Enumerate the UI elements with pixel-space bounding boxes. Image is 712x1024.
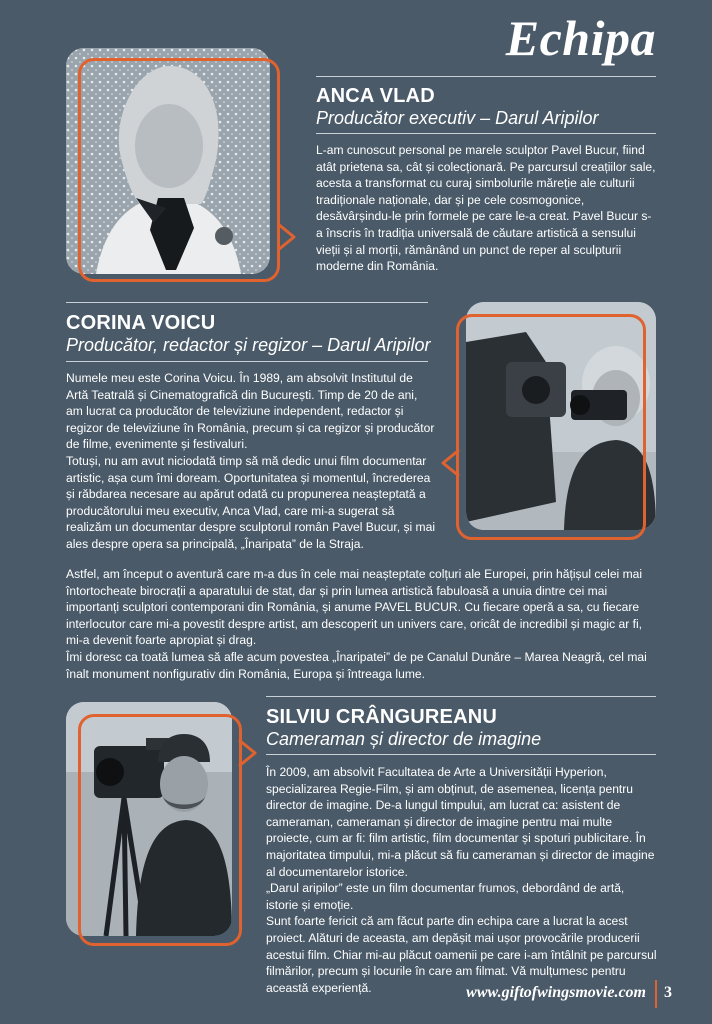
section-divider: [316, 133, 656, 134]
page-title: Echipa: [505, 10, 656, 66]
corina-voicu-photo-frame: [456, 314, 646, 540]
footer-divider: [655, 980, 657, 1008]
bio-paragraph: Totuși, nu am avut niciodată timp să mă dedic unui film documentar artistic, așa cum îmi doream. Oportunitatea și momentul, încrederea și răbdarea necesare au apărut odată cu propunerea neașteptată a producătorului meu executiv, Anca Vlad, care mi-a sugerat să realizăm un documentar despre sculptorul român Pavel Bucur, și mai ales despre opera sa principală, „Înaripata” de la Straja.: [66, 453, 436, 551]
member-role: Cameraman și director de imagine: [266, 729, 542, 749]
member-name: ANCA VLAD: [316, 85, 435, 107]
bio-paragraph: În 2009, am absolvit Facultatea de Arte a Universității Hyperion, specializarea Regie-Film, și am obținut, de asemenea, licența pentru director de imagine. De-a lungul timpului, am lucrat ca: asistent de cameraman, cameraman și director de imagine pentru mai multe proiecte, cum ar fi: film artistic, film documentar și spoturi publicitare. În majoritatea timpului, mi-a plăcut să fiu cameraman și director de imagine al documentarelor istorice.: [266, 765, 655, 879]
member-name: SILVIU CRÂNGUREANU: [266, 706, 498, 728]
member-bio: [66, 370, 436, 553]
speech-pointer-icon: [440, 448, 460, 478]
speech-pointer-icon: [238, 738, 258, 768]
section-divider: [66, 302, 428, 303]
member-bio: [316, 142, 656, 275]
member-role: Producător executiv – Darul Aripilor: [316, 108, 599, 128]
speech-pointer-icon: [277, 222, 297, 252]
member-name: CORINA VOICU: [66, 312, 216, 334]
bio-paragraph: Sunt foarte fericit că am făcut parte din echipa care a lucrat la acest proiect. Alături de aceasta, am depășit mai ușor provocările producerii acestui film. Chiar mi-au plăcut oamenii pe care i-am întâlnit pe parcursul filmărilor, precum și locurile în care am filmat. Vă mulțumesc pentru această experiență.: [266, 914, 657, 995]
bio-paragraph: Numele meu este Corina Voicu. În 1989, am absolvit Institutul de Artă Teatrală și Cinematografică din București. Timp de 20 de ani, am lucrat ca producător de televiziune independent, redactor și regizor de televiziune în România, precum și ca regizor și producător de filme, evenimente și festivaluri.: [66, 371, 435, 452]
title-divider: [316, 76, 656, 77]
bio-paragraph: Îmi doresc ca toată lumea să afle acum povestea „Înaripatei” de pe Canalul Dunăre – Marea Neagră, cel mai înalt monument nonfigurativ din România, Europa și întreaga lume.: [66, 649, 647, 681]
anca-vlad-photo-frame: [78, 58, 280, 282]
member-bio: [266, 764, 658, 996]
bio-paragraph: L-am cunoscut personal pe marele sculptor Pavel Bucur, fiind atât prietena sa, cât și colecționară. Pe parcursul creațiilor sale, acesta a transformat cu curaj simbolurile măreție ale culturii tradiționale naționale, dar și pe cele cosmogonice, desăvârșindu-le prin formele pe care le-a creat. Pavel Bucur s-a înscris în tradiția universală de căutare artistică a sensului vieții și al morții, rămânând un punct de reper al sculpturii moderne din România.: [316, 143, 656, 274]
member-role: Producător, redactor și regizor – Darul Aripilor: [66, 335, 431, 355]
website-link[interactable]: www.giftofwingsmovie.com: [466, 984, 646, 1001]
bio-paragraph: „Darul aripilor” este un film documentar frumos, debordând de artă, istorie și emoție.: [266, 881, 625, 912]
bio-paragraph: Astfel, am început o aventură care m-a dus în cele mai neașteptate colțuri ale Europei, prin hățișul celei mai întortocheate birocrații a aparatului de stat, dar și prin lumea artistică fabuloasă a unuia dintre cei mai importanți sculptori contemporani din România, și anume PAVEL BUCUR. Cu fiecare operă a sa, cu fiecare interlocutor care mi-a povestit despre artist, am descoperit un univers care, oricât de incredibil și magic ar fi, mi-a devenit foarte apropiat și drag.: [66, 567, 643, 648]
page-number: 3: [664, 984, 672, 1001]
section-divider: [266, 754, 656, 755]
silviu-crangureanu-photo-frame: [78, 714, 242, 946]
section-divider: [66, 361, 428, 362]
member-bio-continued: [66, 566, 656, 682]
section-divider: [266, 696, 656, 697]
